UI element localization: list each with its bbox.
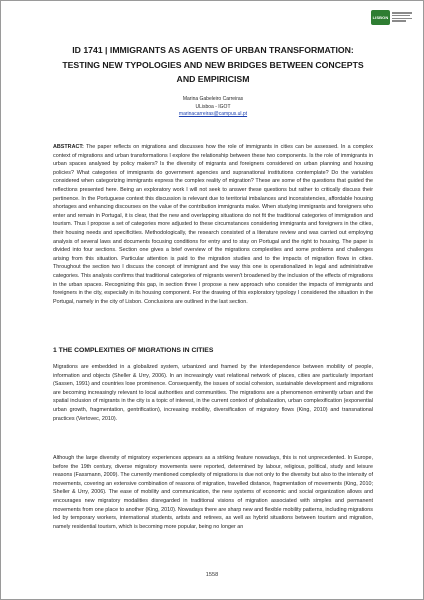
- section-heading: 1 THE COMPLEXITIES OF MIGRATIONS IN CITIES: [53, 347, 214, 354]
- title-line-1: ID 1741 | IMMIGRANTS AS AGENTS OF URBAN TRANSFORMATION:: [72, 45, 354, 55]
- body-paragraph-2: Although the large diversity of migratory experiences appears as a striking feature nowadays, this is not unprecedented. In Europe, before the 19th century, diverse migratory movements were reported, determined by labour, religious, political, study and leisure reasons (Fassmann, 2009). The currently mentioned complexity of migrations is due not only to the diversity but also to the intensity of movements, covering an extensive combination of reasons of migration, travelled distance, fragmentation of movements (King, 2010; Sheller & Urry, 2006). The ease of mobility and communication, the new systems of economic and social organization allows and encourages new migratory modalities disregarded in traditional visions of migration associated with simples and permanent movements from one place to another (King, 2010). Nowadays there are sharp new and flexible mobility patterns, including migrations led by temporary workers, international students, artists and retirees, as well as hybrid situations between tourism and migration, namely residential tourism, which is becoming more popular, being no longer an: [53, 455, 373, 530]
- logo-badge-icon: LISBON: [371, 10, 390, 25]
- logo-caption-lines: [392, 12, 412, 21]
- author-affiliation: ULisboa - IGOT: [195, 103, 231, 110]
- abstract-label: ABSTRACT:: [53, 144, 84, 150]
- author-email-link[interactable]: marinacarreiras@campus.ul.pt: [178, 111, 248, 117]
- title-line-2: TESTING NEW TYPOLOGIES AND NEW BRIDGES BETWEEN CONCEPTS: [62, 59, 364, 70]
- author-name: Marina Gabeleiro Carreiras: [182, 96, 244, 102]
- page-number: 1558: [205, 572, 219, 578]
- abstract-paragraph: [53, 143, 373, 306]
- author-block: [41, 96, 385, 119]
- body-paragraph-1: Migrations are embedded in a globalized system, urbanized and framed by the interdependence between mobility of people, information and objects (Sheller & Urry, 2006). In an increasingly vast relational network of places, cities are particularly important (Sassen, 1991) and countries lose prominence. Consequently, the issues of social cohesion, sustainable development and migrations are becoming increasingly relevant to local authorities and communities. The migrations are a phenomenon eminently urban and the spatial inclusion of migrants in the city is a topic of interest, in the current context of globalization, urban complexification (exponential urban growth, fragmentation, gentrification), increasing mobility, diversification of migratory flows (King, 2010) and transnational practices (Vertovec, 2010).: [53, 364, 373, 422]
- paper-title: [41, 43, 385, 87]
- conference-logo: [371, 6, 415, 28]
- title-line-3: AND EMPIRICISM: [176, 74, 250, 84]
- abstract-text: The paper reflects on migrations and discusses how the role of immigrants in cities can be assessed. In a complex context of migrations and urban transformations I explore the relationship between these two components. Is the role of immigrants in urban spaces analysed by policy makers? Is the diversity of migrants and foreigners considered on urban planning and housing policies? What categories of immigrants do government agencies and supranational institutions contemplate? Do the variables considered when categorizing immigrants express the complex reality of migration? These are some of the questions that guided the reflections presented here. Being an exploratory work I will not seek to answer these questions but rather to critically discuss their pertinence. In the Portuguese context this discussion is relevant due to territorial imbalances and inconsistencies, affordable housing shortages and enhancing discourses on the value of the contribution immigrants make. When studying immigrants and foreigners who enter and remain in Portugal, it is clear, that the new and overlapping situations do not fit the traditional categories of immigration and tourism. Thus I propose a set of categories more adjusted to these circumstances considering immigrants and foreigners in the cities, their housing needs and specificities. Methodologically, the research consisted of a literature review and was carried out employing analysis of several laws and documents focusing conditions for entry and to stay on Portugal and the right to housing. The paper is divided into four sections. Section one gives a brief overview of the migrations complexities and some problems and challenges arising from this situation. Particular attention is paid to the migration studies and to the impacts of migration flows in cities. Throughout the section two I discuss the concept of immigrant and the way this one is operationalized in legal and administrative categories. This analysis confirms that traditional categories of migrants weren't broadened by the inclusion of the effects of migrations in the urban spaces. Recognizing this gap, in section three I propose a new approach who consider the impacts of immigrants and foreigners in the city, especially in its housing component. For the drawing of this exploratory typology I considered the situation in the Portugal, namely in the city of Lisbon. Conclusions are outlined in the last section.: [53, 144, 373, 305]
